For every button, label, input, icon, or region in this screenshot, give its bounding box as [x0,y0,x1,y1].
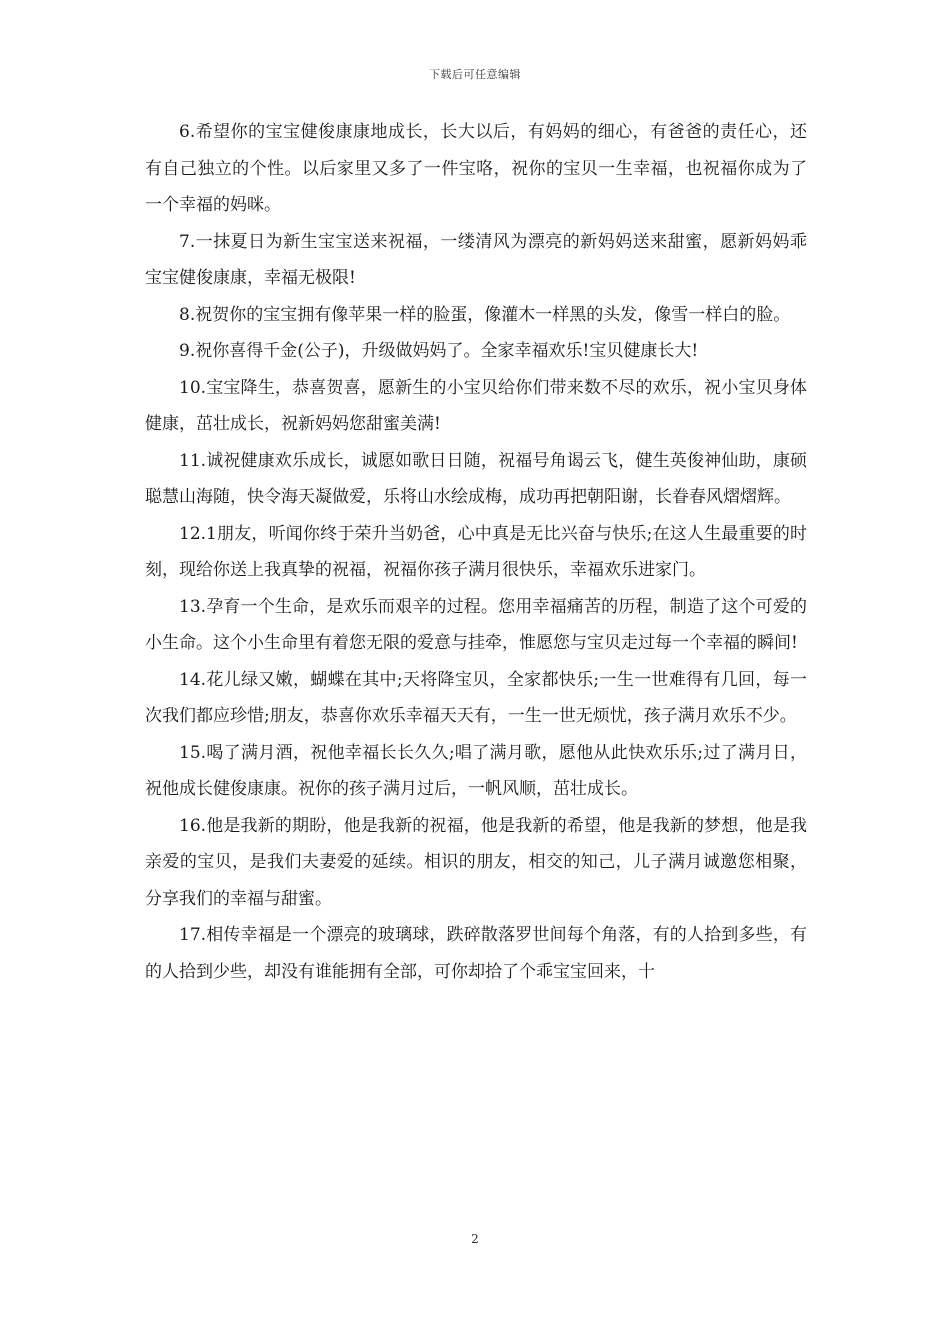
paragraph-17: 17.相传幸福是一个漂亮的玻璃球，跌碎散落罗世间每个角落，有的人拾到多些，有的人拾到少些，却没有谁能拥有全部，可你却拾了个乖宝宝回来，十 [145,925,807,982]
paragraph-12: 12.1朋友，听闻你终于荣升当奶爸，心中真是无比兴奋与快乐;在这人生最重要的时刻，现给你送上我真挚的祝福，祝福你孩子满月很快乐，幸福欢乐进家门。 [145,523,807,580]
document-body [145,114,807,990]
paragraph-15: 15.喝了满月酒，祝他幸福长长久久;唱了满月歌，愿他从此快欢乐乐;过了满月日，祝他成长健俊康康。祝你的孩子满月过后，一帆风顺，茁壮成长。 [145,742,807,799]
paragraph-7: 7.一抹夏日为新生宝宝送来祝福，一缕清风为漂亮的新妈妈送来甜蜜，愿新妈妈乖宝宝健俊康康，幸福无极限! [145,231,807,288]
paragraph-16: 16.他是我新的期盼，他是我新的祝福，他是我新的希望，他是我新的梦想，他是我亲爱的宝贝，是我们夫妻爱的延续。相识的朋友，相交的知己，儿子满月诚邀您相聚，分享我们的幸福与甜蜜。 [145,815,807,909]
paragraph-11: 11.诚祝健康欢乐成长，诚愿如歌日日随，祝福号角谒云飞，健生英俊神仙助，康硕聪慧山海随，快令海天凝做爱，乐将山水绘成梅，成功再把朝阳谢，长眷春风熠熠辉。 [145,450,807,507]
paragraph-13: 13.孕育一个生命，是欢乐而艰辛的过程。您用幸福痛苦的历程，制造了这个可爱的小生命。这个小生命里有着您无限的爱意与挂牵，惟愿您与宝贝走过每一个幸福的瞬间! [145,596,807,653]
page-header: 下载后可任意编辑 [429,68,521,81]
paragraph-14: 14.花儿绿又嫩，蝴蝶在其中;天将降宝贝，全家都快乐;一生一世难得有几回，每一次我们都应珍惜;朋友，恭喜你欢乐幸福天天有，一生一世无烦忧，孩子满月欢乐不少。 [145,669,807,726]
paragraph-10: 10.宝宝降生，恭喜贺喜，愿新生的小宝贝给你们带来数不尽的欢乐，祝小宝贝身体健康，茁壮成长，祝新妈妈您甜蜜美满! [145,377,807,434]
paragraph-6: 6.希望你的宝宝健俊康康地成长，长大以后，有妈妈的细心，有爸爸的责任心，还有自己独立的个性。以后家里又多了一件宝咯，祝你的宝贝一生幸福，也祝福你成为了一个幸福的妈咪。 [145,122,807,215]
page-number: 2 [471,1232,479,1246]
paragraph-8: 8.祝贺你的宝宝拥有像苹果一样的脸蛋，像灌木一样黑的头发，像雪一样白的脸。 [179,304,791,325]
paragraph-9: 9.祝你喜得千金(公子)，升级做妈妈了。全家幸福欢乐!宝贝健康长大! [179,341,699,361]
